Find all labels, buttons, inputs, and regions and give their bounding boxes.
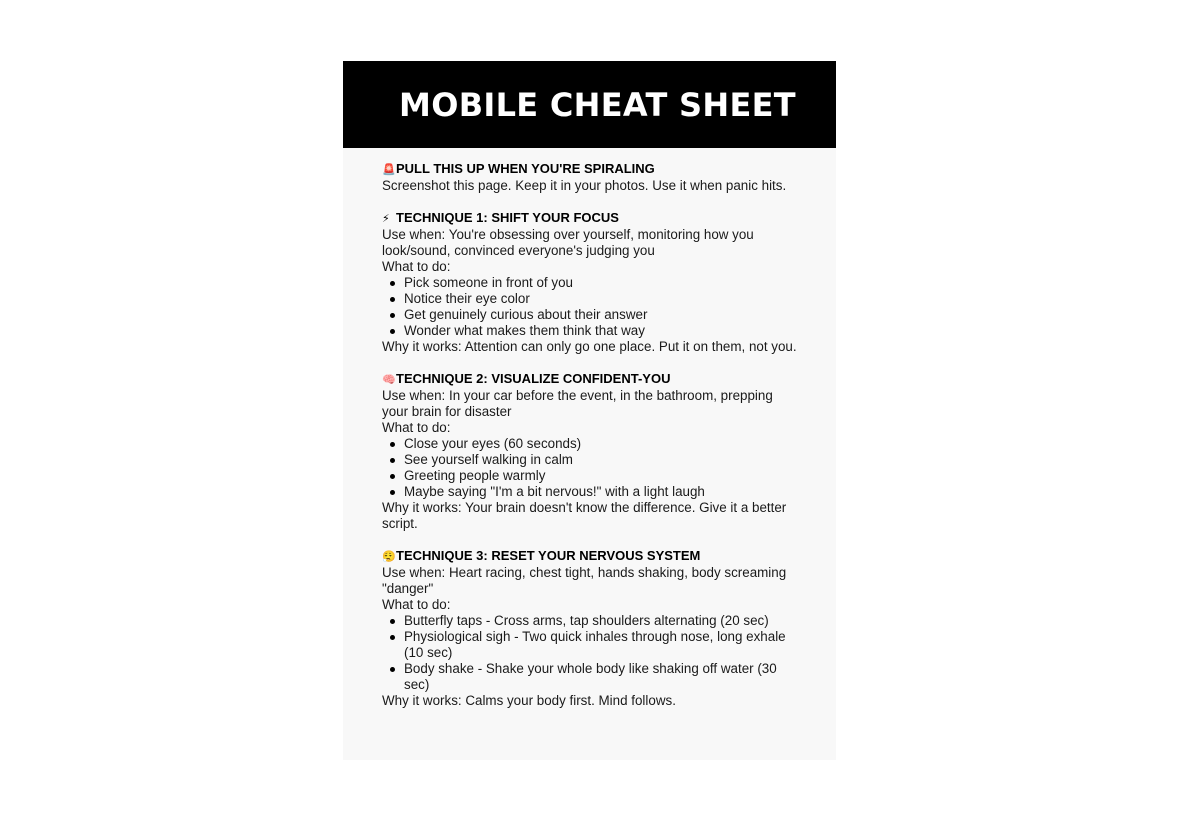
technique-1-section: [382, 210, 802, 355]
lightning-icon: ⚡: [382, 213, 390, 225]
technique-3-section: [382, 548, 802, 709]
list-item: Wonder what makes them think that way: [404, 323, 802, 339]
technique-3-steps: [382, 613, 802, 693]
page-title: MOBILE CHEAT SHEET: [399, 85, 796, 124]
list-item: Body shake - Shake your whole body like shaking off water (30 sec): [404, 661, 802, 693]
technique-3-use-when: Use when: Heart racing, chest tight, hands shaking, body screaming "danger": [382, 565, 787, 596]
technique-2-why: Why it works: Your brain doesn't know the difference. Give it a better script.: [382, 500, 787, 531]
list-item: Get genuinely curious about their answer: [404, 307, 802, 323]
cheat-sheet-card: [343, 61, 836, 760]
technique-2-use-when: Use when: In your car before the event, in the bathroom, prepping your brain for disaster: [382, 388, 773, 419]
technique-1-what-label: What to do:: [382, 259, 451, 274]
list-item: Butterfly taps - Cross arms, tap shoulders alternating (20 sec): [404, 613, 802, 629]
list-item: Physiological sigh - Two quick inhales through nose, long exhale (10 sec): [404, 629, 802, 661]
intro-text: Screenshot this page. Keep it in your photos. Use it when panic hits.: [382, 178, 787, 193]
list-item: Maybe saying "I'm a bit nervous!" with a light laugh: [404, 484, 802, 500]
technique-3-why: Why it works: Calms your body first. Mind follows.: [382, 693, 676, 708]
siren-icon: 🚨: [382, 164, 396, 176]
technique-1-steps: [382, 275, 802, 339]
sheet-content: [343, 148, 802, 709]
technique-2-title: 🧠TECHNIQUE 2: VISUALIZE CONFIDENT-YOU: [382, 371, 671, 386]
technique-2-what-label: What to do:: [382, 420, 451, 435]
header-banner: [343, 61, 836, 148]
technique-3-title: 😮‍💨TECHNIQUE 3: RESET YOUR NERVOUS SYSTEM: [382, 548, 701, 563]
list-item: See yourself walking in calm: [404, 452, 802, 468]
list-item: Pick someone in front of you: [404, 275, 802, 291]
technique-2-steps: [382, 436, 802, 500]
intro-title: 🚨PULL THIS UP WHEN YOU'RE SPIRALING: [382, 161, 655, 176]
technique-2-section: [382, 371, 802, 532]
technique-1-use-when: Use when: You're obsessing over yourself, monitoring how you look/sound, convinced everyone's judging you: [382, 227, 754, 258]
list-item: Notice their eye color: [404, 291, 802, 307]
technique-1-title: ⚡ TECHNIQUE 1: SHIFT YOUR FOCUS: [382, 210, 619, 225]
brain-icon: 🧠: [382, 374, 396, 386]
list-item: Greeting people warmly: [404, 468, 802, 484]
technique-3-what-label: What to do:: [382, 597, 451, 612]
technique-1-why: Why it works: Attention can only go one place. Put it on them, not you.: [382, 339, 797, 354]
exhale-face-icon: 😮‍💨: [382, 551, 396, 563]
intro-section: [382, 161, 802, 194]
list-item: Close your eyes (60 seconds): [404, 436, 802, 452]
